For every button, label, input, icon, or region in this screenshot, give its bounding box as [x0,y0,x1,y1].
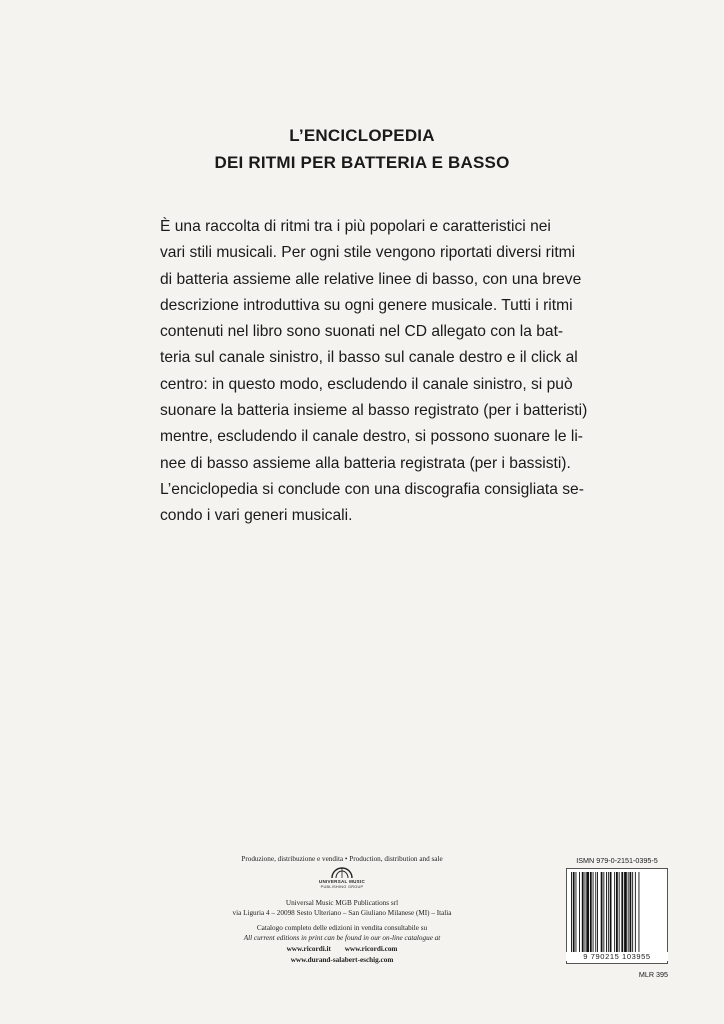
ismn-label: ISMN 979-0-2151-0395-5 [576,856,658,865]
barcode-digits: 9 790215 103955 [566,952,668,961]
company-name: Universal Music MGB Publications srl [285,898,399,907]
barcode [566,868,668,964]
description-line: di batteria assieme alle relative linee di basso, con una breve [160,270,582,288]
description-line: condo i vari generi musicali. [160,507,353,525]
logo-subtext: PUBLISHING GROUP [320,884,364,889]
description-line: suonare la batteria insieme al basso registrato (per i batteristi) [160,402,588,420]
catalog-note-it: Catalogo completo delle edizioni in vendita consultabile su [256,923,428,932]
description-line: contenuti nel libro sono suonati nel CD allegato con la bat- [160,323,564,341]
logo-text: UNIVERSAL MUSIC [318,878,366,884]
durand-link[interactable]: www.durand-salabert-eschig.com [290,955,394,964]
barcode-bars [571,872,665,952]
title-line-1: L’ENCICLOPEDIA [289,126,435,145]
catalog-code: MLR 395 [638,970,668,979]
description-line: È una raccolta di ritmi tra i più popolari e caratteristici nei [160,218,551,235]
description-line: descrizione introduttiva su ogni genere musicale. Tutti i ritmi [160,296,573,314]
description-line: nee di basso assieme alla batteria registrata (per i bassisti). [160,454,571,472]
description-line: centro: in questo modo, escludendo il canale sinistro, si può [160,375,573,393]
ricordi-it-link[interactable]: www.ricordi.it [286,944,331,953]
description-line: mentre, escludendo il canale destro, si possono suonare le li- [160,428,584,446]
title-line-2: DEI RITMI PER BATTERIA E BASSO [214,153,510,172]
globe-icon [330,867,354,879]
book-title [0,122,724,176]
ricordi-com-link[interactable]: www.ricordi.com [344,944,398,953]
production-line: Produzione, distribuzione e vendita • Production, distribution and sale [241,855,443,863]
company-address: via Liguria 4 – 20098 Sesto Ulteriano – San Giuliano Milanese (MI) – Italia [232,909,452,918]
publisher-imprint [232,854,452,965]
catalog-note-en: All current editions in print can be found in our on-line catalogue at [243,934,441,943]
book-description [160,214,600,530]
universal-music-logo [232,867,452,895]
description-line: teria sul canale sinistro, il basso sul canale destro e il click al [160,349,578,367]
description-line: L’enciclopedia si conclude con una discografia consigliata se- [160,480,584,498]
description-line: vari stili musicali. Per ogni stile vengono riportati diversi ritmi [160,244,576,262]
